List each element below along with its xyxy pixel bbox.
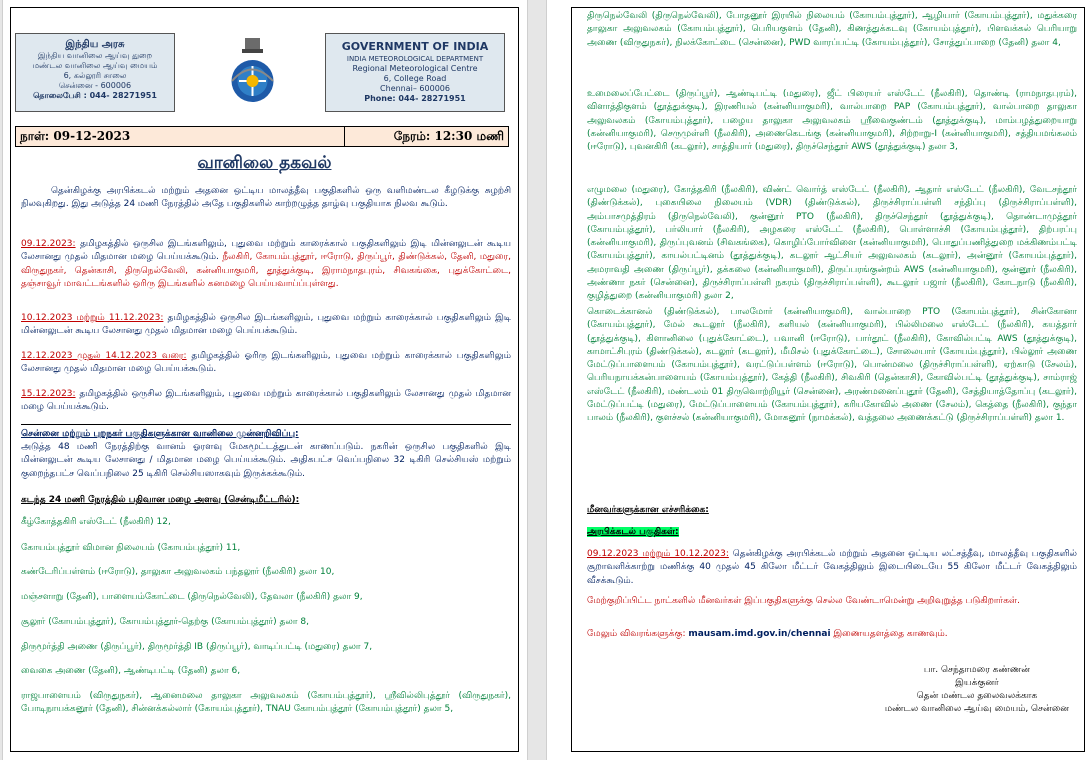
gov-india-tamil: இந்திய அரசு: [65, 39, 125, 50]
arabian-sea-heading: அரபிக்கடல் பகுதிகள்:: [587, 527, 679, 537]
heavy-rain-text: நீலகிரி, கோயம்புத்தூர், ஈரோடு, திருப்பூர், திண்டுக்கல், தேனி, மதுரை, விருதுநகர், தென்காசி, திருநெல்வேலி, கன்னியாகுமரி, தூத்துக்குடி, இராமநாதபுரம், சிவகங்கை, புதுக்கோட்டை, தஞ்சாவூர் மாவட்டங்களில் ஒரிரு இடங்களில் கனமழை பெய்யவாய்ப்புள்ளது.: [21, 252, 511, 289]
signatory-name: பா. செந்தாமரை கண்ணன்: [923, 665, 1030, 675]
imd-tamil: இந்திய வானிலை ஆய்வு துறை: [37, 51, 153, 60]
document-page-2: [546, 0, 1091, 760]
fishermen-heading: மீனவர்களுக்கான எச்சரிக்கை:: [587, 505, 709, 515]
city-tamil: சென்னை - 600006: [58, 81, 132, 90]
intro-paragraph: தென்கிழக்கு அரபிக்கடல் மற்றும் அதனை ஒட்டிய மாலத்தீவு பகுதிகளில் ஒரு வளிமண்டல கீழடுக்கு சுழற்சி நிலவுகிறது. இது அடுத்த 24 மணி நேரத்தில் அதே பகுதிகளில் காற்றழுத்த தாழ்வு பகுதியாக நிலவ கூடும்.: [21, 186, 511, 210]
date-label: நாள்: 09-12-2023: [20, 129, 131, 143]
rmc-tamil: மண்டல வானிலை ஆய்வு மையம்: [32, 61, 158, 70]
forecast-date: 09.12.2023:: [21, 239, 76, 249]
forecast-day-4: [21, 388, 511, 415]
signatory-title: இயக்குனர்: [955, 678, 999, 688]
chennai-forecast: அடுத்த 48 மணி நேரத்திற்கு வானம் ஓரளவு மேகமூட்டத்துடன் காணப்படும். நகரின் ஒருசில பகுதிகளில் இடி மின்னலுடன் கூடிய லேசானது / மிதமான மழை பெய்யக்கூடும். அதிகபட்ச வெப்பநிலை 32 டிகிரி செல்சியஸ் மற்றும் குறைந்தபட்ச வெப்பநிலை 25 டிகிரி செல்சியஸாகவும் இருக்கக்கூடும்.: [21, 442, 511, 479]
rain-line: ராஜபாளையம் (விருதுநகர்), ஆனைமலை தாலுகா அலுவலகம் (கோயம்புத்தூர்), ஸ்ரீவில்லிபுத்தூர் (விருதுநகர்), போடிநாயக்கனூர் (தேனி), சின்னக்கல்லார் (கோயம்புத்தூர்), TNAU கோயம்புத்தூர் (கோயம்புத்தூர்) தலா 5,: [21, 691, 511, 714]
signatory-role: தென் மண்டல தலைவலக்காக: [916, 691, 1038, 701]
forecast-text: தமிழகத்தில் ஓரிரு இடங்களிலும், புதுவை மற்றும் காரைக்கால் பகுதிகளிலும் லேசானது முதல் மிதமான மழை பெய்யக்கூடும்.: [21, 351, 511, 375]
forecast-day-3: [21, 350, 511, 377]
signature-block: [885, 664, 1069, 716]
phone-tamil: தொலைபேசி : 044- 28271951: [33, 91, 157, 100]
page-title: வானிலை தகவல்: [197, 153, 332, 173]
document-page-1: [2, 0, 528, 760]
forecast-date: 10.12.2023 மற்றும் 11.12.2023:: [21, 313, 164, 323]
signatory-office: மண்டல வானிலை ஆய்வு மையம், சென்னை: [884, 704, 1069, 714]
header-english-box: [325, 33, 505, 112]
forecast-text: தமிழகத்தில் ஒருசில இடங்களிலும், புதுவை மற்றும் காரைக்கால் பகுதிகளிலும் இடி மின்னலுடன் கூடிய லேசானது முதல் மிதமான மழை பெய்யக்கூடும்.: [21, 239, 511, 263]
fishermen-warning: [587, 548, 1077, 588]
city-english: Chennai– 600006: [380, 84, 450, 93]
imd-website-link[interactable]: mausam.imd.gov.in/chennai: [688, 629, 831, 639]
header-tamil-box: [15, 33, 175, 112]
warning-text: தென்கிழக்கு அரபிக்கடல் மற்றும் அதனை ஒட்டிய லட்சத்தீவு, மாலத்தீவு பகுதிகளில் சூறாவளிக்காற்று மணிக்கு 40 முதல் 45 கிலோ மீட்டர் வேகத்திலும் இடையிடையே 55 கிலோ மீட்டர் வேகத்திலும் வீசக்கூடும்.: [587, 549, 1077, 586]
rain-line: வைகை அணை (தேனி), ஆண்டிபட்டி (தேனி) தலா 6,: [21, 666, 241, 676]
address-english: 6, College Road: [383, 74, 447, 83]
fishermen-advice: மேற்குறிப்பிட்ட நாட்களில் மீனவர்கள் இப்பகுதிகளுக்கு செல்ல வேண்டாமென்று அறிவுறுத்த படுகிறார்கள்.: [587, 596, 1020, 606]
rain-paragraph: உமைலைப்பேட்டை (திருப்பூர்), ஆண்டிபட்டி (மதுரை), ஜீட் பிரையர் எஸ்டேட் (நீலகிரி), தொண்டி (ராமநாதபுரம்), விளாத்திகுளம் (தூத்துக்குடி), இரணியல் (கன்னியாகுமரி), வால்பாறை PAP (கோயம்புத்தூர்), வால்பாறை தாலுகா அலுவலகம் (கோயம்புத்தூர்), பழைய தாலுகா அலுவலகம் ஸ்ரீவைகுண்டம் (தூத்துக்குடி), மாம்பழத்துறையாறு (கன்னியாகுமரி), செருமுள்ளி (நீலகிரி), அணைகெடங்கு (கன்னியாகுமரி), சிற்றாறு-I (கன்னியாகுமரி), சத்தியமங்கலம் (ஈரோடு), புவனகிரி (கடலூர்), சாத்தியார் (மதுரை), திருச்செந்தூர் AWS (தூத்துக்குடி) தலா 3,: [587, 89, 1077, 153]
time-label: நேரம்: 12:30 மணி: [393, 129, 504, 143]
warning-date: 09.12.2023 மற்றும் 10.12.2023:: [587, 549, 729, 559]
rain-line: சூலூர் (கோயம்புத்தூர்), கோயம்புத்தூர்-தெற்கு (கோயம்புத்தூர்) தலா 8,: [21, 617, 310, 627]
imd-emblem-icon: [225, 36, 280, 110]
phone-english: Phone: 044- 28271951: [364, 94, 466, 103]
imd-english: INDIA METEOROLOGICAL DEPARTMENT: [346, 55, 484, 63]
rain-paragraph: திருநெல்வேலி (திருநெல்வேலி), போதனூர் இரயில் நிலையம் (கோயம்புத்தூர்), ஆழியார் (கோயம்புத்தூர்), மதுக்கரை தாலுகா அலுவலகம் (கோயம்புத்தூர்), பெரியகுளம் (தேனி), கிணத்துக்கடவு (கோயம்புத்தூர்), பிளவக்கல் பெரியாறு அணை (விருதுநகர்), நிலக்கோட்டை (சென்னை), PWD வாரப்பட்டி (கோயம்புத்தூர்), சோத்துப்பாறை (தேனி) தலா 4,: [587, 11, 1077, 48]
chennai-heading: சென்னை மற்றும் புறநகர் பகுதிகளுக்கான வானிலை முன்னறிவிப்பு:: [21, 429, 299, 439]
rain-line: திருமூர்த்தி அணை (திருப்பூர்), திருமூர்த்தி IB (திருப்பூர்), வாடிப்பட்டி (மதுரை) தலா 7,: [21, 642, 373, 652]
date-time-bar: [15, 126, 509, 147]
more-info: மேலும் விவரங்களுக்கு: mausam.imd.gov.in/chennai இணையதளத்தை காணவும்.: [587, 629, 948, 639]
rain-heading: கடந்த 24 மணி நேரத்தில் பதிவான மழை அளவு (சென்டிமீட்டரில்):: [21, 495, 300, 505]
forecast-day-1: [21, 238, 511, 291]
rain-paragraph: எழுமலை (மதுரை), கோத்தகிரி (நீலகிரி), விண்ட் வொர்த் எஸ்டேட் (நீலகிரி), ஆதார் எஸ்டேட் (நீலகிரி), வேடசந்தூர் (திண்டுக்கல்), புகையிலை நிலையம் (VDR) (திண்டுக்கல்), திருச்சிராப்பள்ளி சந்திப்பு (திருச்சிராப்பள்ளி), அம்பாசமுத்திரம் (திருநெல்வேலி), குன்னூர் PTO (நீலகிரி), திருச்செந்தூர் (தூத்துக்குடி), தொண்டாமுத்தூர் (கோயம்புத்தூர்), பர்லியார் (நீலகிரி), அழகரை எஸ்டேட் (நீலகிரி), பொள்ளாச்சி (கோயம்புத்தூர்), திற்பரப்பு (கன்னியாகுமரி), திருப்புவனம் (சிவகங்கை), கொழிப்போர்விளை (கன்னியாகுமரி), பொதுப்பணித்துறை மக்கிணம்பட்டி (கோயம்புத்தூர்), காயல்பட்டினம் (தூத்துக்குடி), கடலூர் ஆட்சியர் அலுவலகம் (கடலூர்), அன்னூர் (கோயம்புத்தூர்), அமராவதி அணை (திருப்பூர்), தக்கலை (கன்னியாகுமரி), திருப்பரங்குன்றம் AWS (கன்னியாகுமரி), குன்னூர் (நீலகிரி), அண்ணா நகர் (சென்னை), திருச்சிராப்பள்ளி நகரம் (திருச்சிராப்பள்ளி), கூடலூர் பஜார் (நீலகிரி), கோடநாடு (நீலகிரி), குழித்துறை (கன்னியாகுமரி) தலா 2,: [587, 185, 1077, 302]
rain-line: கண்டேரிப்பள்ளம் (ஈரோடு), தாலுகா அலுவலகம் பந்தலூர் (நீலகிரி) தலா 10,: [21, 567, 335, 577]
rain-line: மஞ்சளாறு (தேனி), பாளையம்கோட்டை (திருநெல்வேலி), தேவலா (நீலகிரி) தலா 9,: [21, 592, 363, 602]
forecast-date: 15.12.2023:: [21, 389, 76, 399]
rain-line: கீழ்கோத்தகிரி எஸ்டேட் (நீலகிரி) 12,: [21, 517, 171, 527]
gov-india-english: GOVERNMENT OF INDIA: [341, 40, 489, 53]
rain-line: கோயம்புத்தூர் விமான நிலையம் (கோயம்புத்தூர்) 11,: [21, 543, 241, 553]
rain-paragraph: கொடைக்கானல் (திண்டுக்கல்), பாலமோர் (கன்னியாகுமரி), வால்பாறை PTO (கோயம்புத்தூர்), சின்கோனா (கோயம்புத்தூர்), மேல் கூடலூர் (நீலகிரி), களியல் (கன்னியாகுமரி), பில்லிமலை எஸ்டேட் (நீலகிரி), கயத்தார் (தூத்துக்குடி), கிளானிலை (புதுக்கோட்டை), பவானி (ஈரோடு), பார்தூட் (நீலகிரி), கோவில்பட்டி AWS (தூத்துக்குடி), காமாட்சிபுரம் (திண்டுக்கல்), கடலூர் (கடலூர்), மீமிசல் (புதுக்கோட்டை), சோலையார் (கோயம்புத்தூர்), பில்லூர் அணை மேட்டுப்பாளையம் (கோயம்புத்தூர்), வரட்டுப்பள்ளம் (ஈரோடு), பொன்மலை (திருச்சிராப்பள்ளி), ஏற்காடு (சேலம்), பெரியநாயக்கன்பாளையம் (கோயம்புத்தூர்), கேத்தி (நீலகிரி), சிவகிரி (தென்காசி), கோவில்பட்டி (தூத்துக்குடி), சாம்ராஜ் எஸ்டேட் (நீலகிரி), மண்டலம் 01 திருவொற்றியூர் (சென்னை), அரண்மனைப்புதூர் (தேனி), சேத்தியாத்தோப்பு (கடலூர்), மேட்டுப்பட்டி (மதுரை), மேட்டுப்பாளையம் (கோயம்புத்தூர்), கரியகோவில் அணை (சேலம்), கெத்தை (நீலகிரி), குந்தா பாலம் (நீலகிரி), குளச்சல் (கன்னியாகுமரி), மோகனூர் (நாமக்கல்), வத்தலை அணைக்கட்டு (திருச்சிராப்பள்ளி) தலா 1.: [587, 307, 1077, 424]
forecast-date: 12.12.2023 முதல் 14.12.2023 வரை:: [21, 351, 187, 361]
forecast-text: தமிழகத்தில் ஒருசில இடங்களிலும், புதுவை மற்றும் காரைக்கால் பகுதிகளிலும் லேசானது முதல் மிதமான மழை பெய்யக்கூடும்.: [21, 389, 511, 413]
address-tamil: 6, கல்லூரி சாலை: [63, 71, 127, 80]
forecast-day-2: [21, 312, 511, 339]
forecast-text: தமிழகத்தில் ஒருசில இடங்களிலும், புதுவை மற்றும் காரைக்கால் பகுதிகளிலும் இடி மின்னலுடன் கூடிய லேசானது முதல் மிதமான மழை பெய்யக்கூடும்.: [21, 313, 511, 337]
rmc-english: Regional Meteorological Centre: [352, 64, 478, 73]
